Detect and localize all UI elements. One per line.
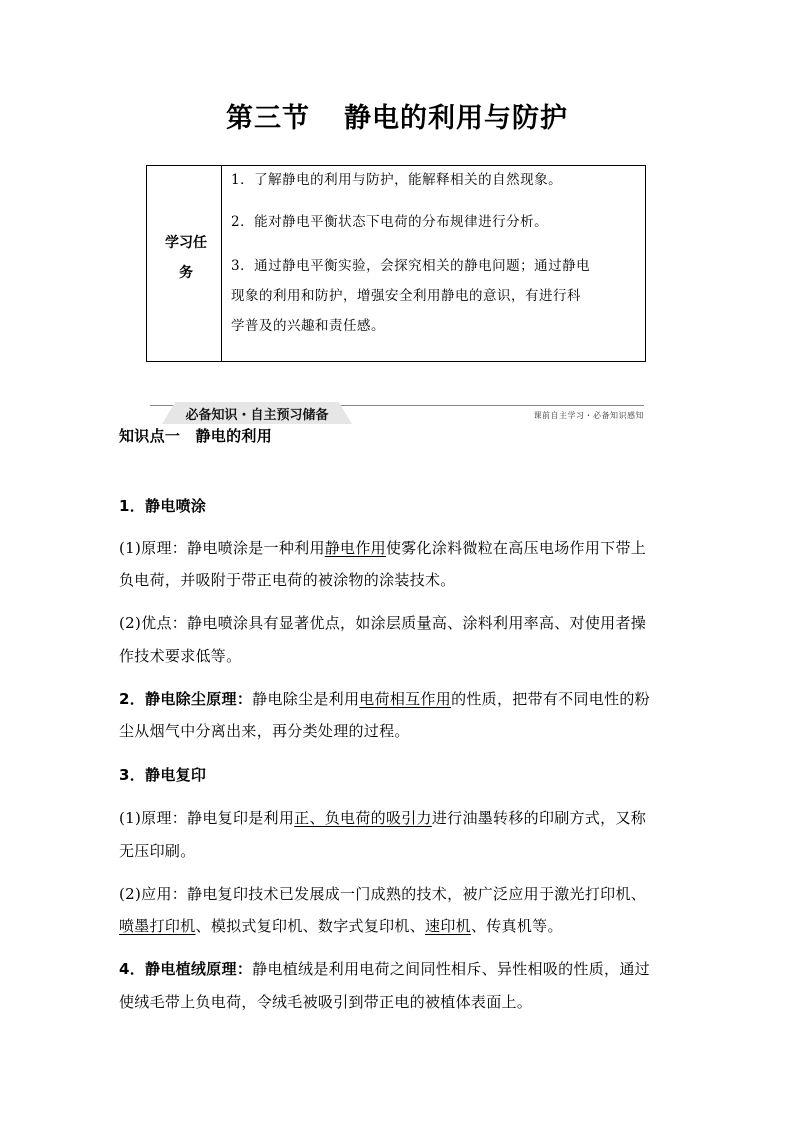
s2-text1: 静电除尘是利用 xyxy=(252,690,360,708)
s3-p2-line1: (2)应用：静电复印技术已发展成一门成熟的技术，被广泛应用于激光打印机、 xyxy=(119,885,647,903)
s3-p1-line1 xyxy=(119,800,679,836)
learning-task-table xyxy=(146,165,646,362)
s1-p1-prefix: (1)原理：静电喷涂是一种利用 xyxy=(119,539,325,557)
s3-p2-underline2: 速印机 xyxy=(425,917,471,935)
s4-line2: 使绒毛带上负电荷，令绒毛被吸引到带正电的被植体表面上。 xyxy=(119,993,533,1011)
s1-p1-rest: 使雾化涂料微粒在高压电场作用下带上 xyxy=(385,539,647,557)
s3-p2-text2: 、传真机等。 xyxy=(470,917,563,935)
s3-heading: 3．静电复印 xyxy=(119,766,207,784)
s1-p2-line2: 作技术要求低等。 xyxy=(119,647,242,665)
task-item-2: 2．能对静电平衡状态下电荷的分布规律进行分析。 xyxy=(231,214,549,230)
task-label-cell xyxy=(147,166,222,361)
task-item-1: 1．了解静电的利用与防护，能解释相关的自然现象。 xyxy=(231,172,563,188)
s2-heading: 2．静电除尘原理： xyxy=(119,690,253,708)
task-label xyxy=(155,228,217,288)
s1-p1-line2: 负电荷，并吸附于带正电荷的被涂物的涂装技术。 xyxy=(119,571,456,589)
s3-p1-underline: 正、负电荷的吸引力 xyxy=(294,809,432,827)
title-text: 静电的利用与防护 xyxy=(344,103,568,134)
s4-heading: 4．静电植绒原理： xyxy=(119,960,253,978)
banner-tab-label: 必备知识・自主预习储备 xyxy=(185,408,329,423)
s3-p2-line2 xyxy=(119,908,679,944)
s2-text2: 的性质，把带有不同电性的粉 xyxy=(451,690,650,708)
banner-right-label: 课前自主学习・必备知识感知 xyxy=(533,411,644,420)
s1-p1-line1 xyxy=(119,530,679,566)
task-label-line2: 务 xyxy=(179,265,193,281)
s1-heading: 1．静电喷涂 xyxy=(119,497,207,515)
s2-line1 xyxy=(119,681,679,717)
s4-text1: 静电植绒是利用电荷之间同性相斥、异性相吸的性质，通过 xyxy=(252,960,650,978)
task-label-line1: 学习任 xyxy=(165,235,207,251)
task-item-3-line2: 现象的利用和防护，增强安全利用静电的意识，有进行科 xyxy=(231,288,581,304)
s1-p2-line1: (2)优点：静电喷涂具有显著优点，如涂层质量高、涂料利用率高、对使用者操 xyxy=(119,614,647,632)
s1-p1-underline: 静电作用 xyxy=(324,539,386,557)
s3-p1-line2: 无压印刷。 xyxy=(119,842,196,860)
title-section-number: 第三节 xyxy=(226,103,310,134)
task-item-3-line3: 学普及的兴趣和责任感。 xyxy=(231,318,385,334)
s3-p1-text1: (1)原理：静电复印是利用 xyxy=(119,809,295,827)
s4-line1 xyxy=(119,951,679,987)
s2-underline: 电荷相互作用 xyxy=(359,690,452,708)
s3-p2-text1: 、模拟式复印机、数字式复印机、 xyxy=(195,917,426,935)
page-title xyxy=(0,96,794,135)
s3-p2-underline1: 喷墨打印机 xyxy=(119,917,196,935)
s3-p1-text2: 进行油墨转移的印刷方式，又称 xyxy=(431,809,647,827)
knowledge-point-heading: 知识点一 静电的利用 xyxy=(119,427,273,445)
s2-line2: 尘从烟气中分离出来，再分类处理的过程。 xyxy=(119,722,410,740)
task-item-3-line1: 3．通过静电平衡实验，会探究相关的静电问题；通过静电 xyxy=(231,258,591,274)
